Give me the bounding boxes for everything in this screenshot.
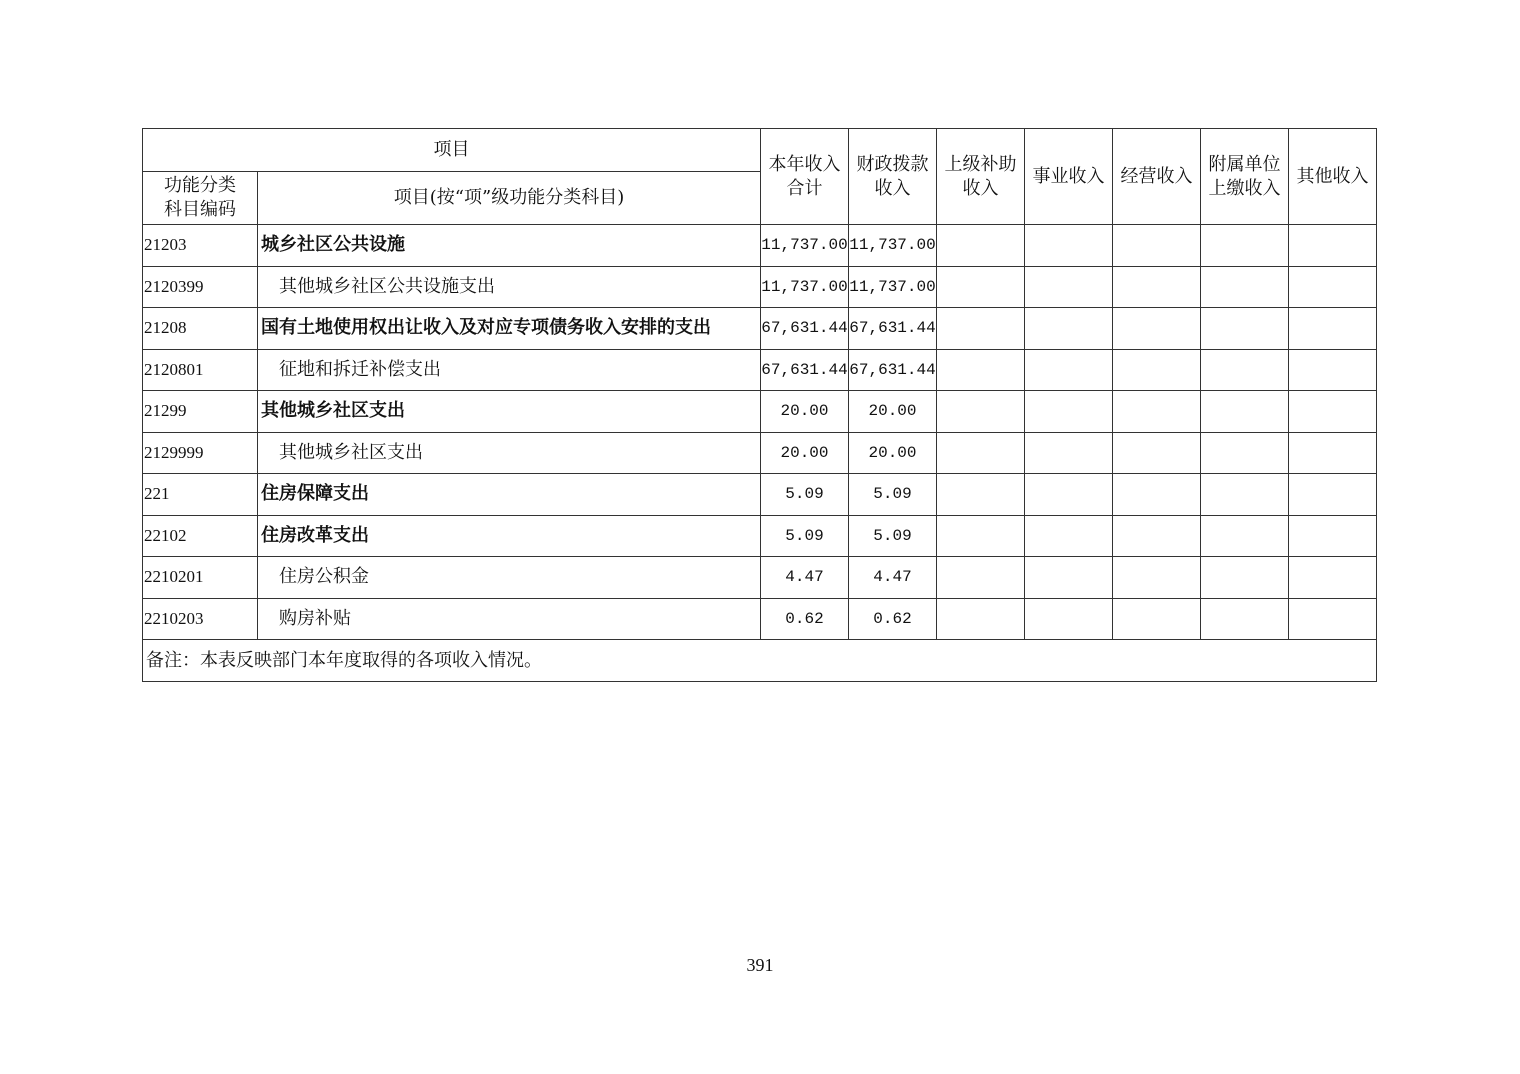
affiliated-remittance-cell (1201, 225, 1289, 267)
header-line: 收入 (874, 177, 911, 199)
total-income-cell: 67,631.44 (761, 349, 849, 391)
header-row (143, 129, 1377, 172)
superior-subsidy-cell (937, 432, 1025, 474)
header-affiliated-remittance (1201, 129, 1289, 225)
header-line: 合计 (786, 177, 823, 199)
code-cell: 2120399 (143, 266, 258, 308)
code-cell: 221 (143, 474, 258, 516)
operating-income-cell (1113, 308, 1201, 350)
other-income-cell (1289, 432, 1377, 474)
code-cell: 22102 (143, 515, 258, 557)
business-income-cell (1025, 515, 1113, 557)
header-item-group: 项目 (143, 129, 761, 172)
affiliated-remittance-cell (1201, 557, 1289, 599)
table-row (143, 391, 1377, 433)
superior-subsidy-cell (937, 225, 1025, 267)
item-name-cell: 其他城乡社区支出 (258, 391, 761, 433)
operating-income-cell (1113, 515, 1201, 557)
header-line: 上级补助 (944, 153, 1017, 175)
affiliated-remittance-cell (1201, 515, 1289, 557)
table-row (143, 557, 1377, 599)
header-total-income (761, 129, 849, 225)
total-income-cell: 20.00 (761, 432, 849, 474)
table-row (143, 515, 1377, 557)
business-income-cell (1025, 557, 1113, 599)
superior-subsidy-cell (937, 391, 1025, 433)
header-superior-subsidy (937, 129, 1025, 225)
other-income-cell (1289, 308, 1377, 350)
header-line: 收入 (962, 177, 999, 199)
fiscal-appropriation-cell: 67,631.44 (849, 349, 937, 391)
table-row (143, 225, 1377, 267)
business-income-cell (1025, 391, 1113, 433)
superior-subsidy-cell (937, 308, 1025, 350)
code-cell: 2120801 (143, 349, 258, 391)
superior-subsidy-cell (937, 266, 1025, 308)
header-line: 上缴收入 (1208, 177, 1281, 199)
business-income-cell (1025, 308, 1113, 350)
header-line: 科目编码 (164, 199, 236, 220)
other-income-cell (1289, 225, 1377, 267)
total-income-cell: 5.09 (761, 474, 849, 516)
code-cell: 2210201 (143, 557, 258, 599)
item-name-cell: 国有土地使用权出让收入及对应专项债务收入安排的支出 (258, 308, 761, 350)
operating-income-cell (1113, 598, 1201, 640)
operating-income-cell (1113, 432, 1201, 474)
header-code-col (143, 172, 258, 225)
superior-subsidy-cell (937, 557, 1025, 599)
affiliated-remittance-cell (1201, 266, 1289, 308)
other-income-cell (1289, 266, 1377, 308)
other-income-cell (1289, 515, 1377, 557)
header-line: 经营收入 (1120, 165, 1193, 187)
superior-subsidy-cell (937, 349, 1025, 391)
business-income-cell (1025, 432, 1113, 474)
fiscal-appropriation-cell: 5.09 (849, 515, 937, 557)
table-row (143, 266, 1377, 308)
operating-income-cell (1113, 391, 1201, 433)
header-line: 财政拨款 (856, 153, 929, 175)
superior-subsidy-cell (937, 474, 1025, 516)
total-income-cell: 11,737.00 (761, 225, 849, 267)
item-name-cell: 其他城乡社区公共设施支出 (258, 266, 761, 308)
code-cell: 2129999 (143, 432, 258, 474)
total-income-cell: 5.09 (761, 515, 849, 557)
total-income-cell: 4.47 (761, 557, 849, 599)
code-cell: 2210203 (143, 598, 258, 640)
item-name-cell: 购房补贴 (258, 598, 761, 640)
other-income-cell (1289, 474, 1377, 516)
total-income-cell: 11,737.00 (761, 266, 849, 308)
fiscal-appropriation-cell: 4.47 (849, 557, 937, 599)
header-business-income (1025, 129, 1113, 225)
header-line: 功能分类 (164, 175, 236, 196)
page-number: 391 (746, 955, 774, 975)
code-cell: 21203 (143, 225, 258, 267)
business-income-cell (1025, 474, 1113, 516)
superior-subsidy-cell (937, 515, 1025, 557)
affiliated-remittance-cell (1201, 432, 1289, 474)
total-income-cell: 0.62 (761, 598, 849, 640)
fiscal-appropriation-cell: 0.62 (849, 598, 937, 640)
header-line: 附属单位 (1208, 153, 1281, 175)
table-row (143, 308, 1377, 350)
superior-subsidy-cell (937, 598, 1025, 640)
item-name-cell: 住房公积金 (258, 557, 761, 599)
table-row (143, 598, 1377, 640)
header-line: 本年收入 (768, 153, 841, 175)
table-row (143, 349, 1377, 391)
fiscal-appropriation-cell: 11,737.00 (849, 266, 937, 308)
header-operating-income (1113, 129, 1201, 225)
fiscal-appropriation-cell: 5.09 (849, 474, 937, 516)
business-income-cell (1025, 598, 1113, 640)
affiliated-remittance-cell (1201, 308, 1289, 350)
total-income-cell: 20.00 (761, 391, 849, 433)
operating-income-cell (1113, 266, 1201, 308)
header-other-income (1289, 129, 1377, 225)
other-income-cell (1289, 391, 1377, 433)
affiliated-remittance-cell (1201, 474, 1289, 516)
item-name-cell: 住房保障支出 (258, 474, 761, 516)
affiliated-remittance-cell (1201, 349, 1289, 391)
item-name-cell: 其他城乡社区支出 (258, 432, 761, 474)
other-income-cell (1289, 557, 1377, 599)
operating-income-cell (1113, 225, 1201, 267)
affiliated-remittance-cell (1201, 598, 1289, 640)
code-cell: 21208 (143, 308, 258, 350)
business-income-cell (1025, 266, 1113, 308)
income-table (142, 128, 1377, 682)
code-cell: 21299 (143, 391, 258, 433)
item-name-cell: 征地和拆迁补偿支出 (258, 349, 761, 391)
fiscal-appropriation-cell: 67,631.44 (849, 308, 937, 350)
fiscal-appropriation-cell: 11,737.00 (849, 225, 937, 267)
item-name-cell: 城乡社区公共设施 (258, 225, 761, 267)
affiliated-remittance-cell (1201, 391, 1289, 433)
table-row (143, 474, 1377, 516)
operating-income-cell (1113, 557, 1201, 599)
table-row (143, 432, 1377, 474)
table-note: 备注：本表反映部门本年度取得的各项收入情况。 (143, 640, 1377, 682)
business-income-cell (1025, 349, 1113, 391)
item-name-cell: 住房改革支出 (258, 515, 761, 557)
fiscal-appropriation-cell: 20.00 (849, 391, 937, 433)
header-line: 其他收入 (1296, 165, 1369, 187)
business-income-cell (1025, 225, 1113, 267)
other-income-cell (1289, 598, 1377, 640)
total-income-cell: 67,631.44 (761, 308, 849, 350)
other-income-cell (1289, 349, 1377, 391)
header-line: 事业收入 (1032, 165, 1105, 187)
note-row (143, 640, 1377, 682)
fiscal-appropriation-cell: 20.00 (849, 432, 937, 474)
header-name-col: 项目(按“项”级功能分类科目) (258, 172, 761, 225)
operating-income-cell (1113, 474, 1201, 516)
operating-income-cell (1113, 349, 1201, 391)
header-fiscal-appropriation (849, 129, 937, 225)
